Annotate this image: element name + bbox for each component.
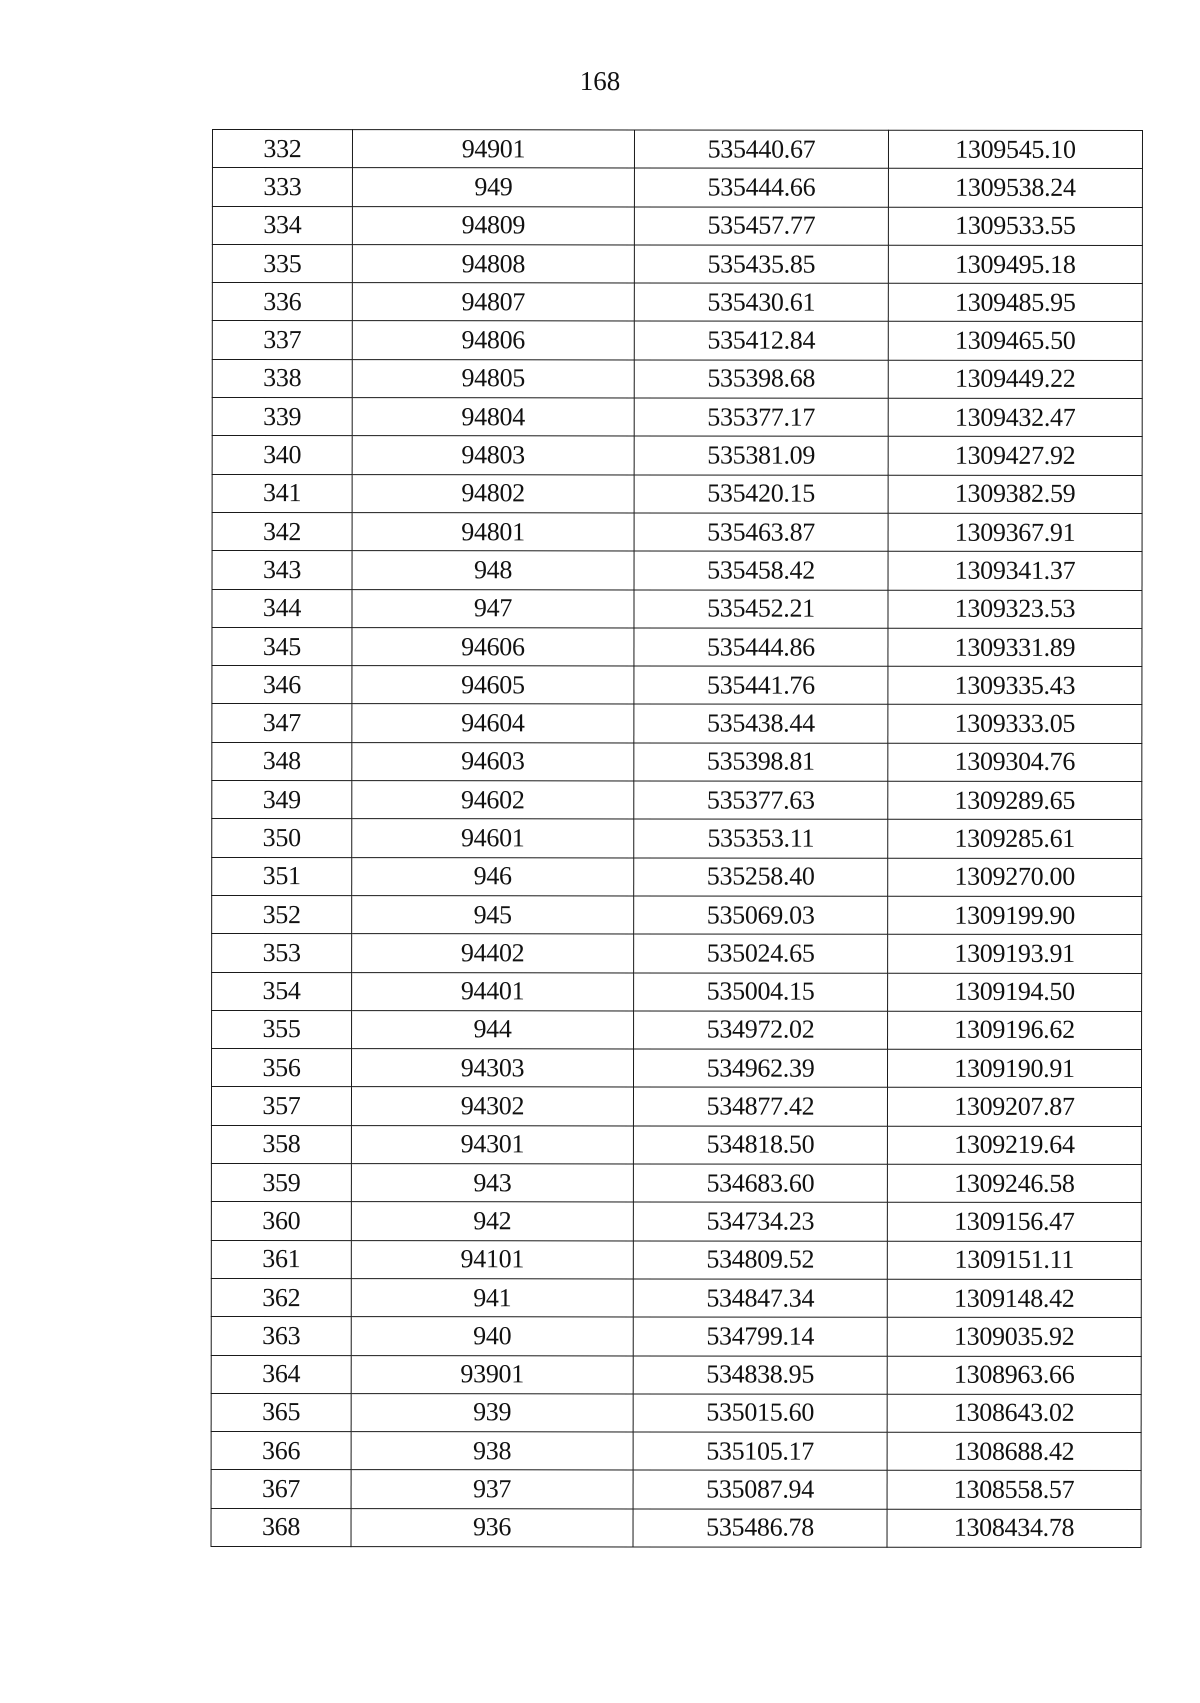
point-id-cell: 938 — [351, 1432, 633, 1471]
x-coordinate-cell: 534877.42 — [633, 1087, 887, 1126]
y-coordinate-cell: 1309449.22 — [888, 360, 1142, 399]
y-coordinate-cell: 1309495.18 — [888, 245, 1142, 284]
point-id-cell: 94302 — [351, 1087, 633, 1126]
x-coordinate-cell: 535024.65 — [634, 934, 888, 973]
y-coordinate-cell: 1308688.42 — [887, 1432, 1141, 1471]
y-coordinate-cell: 1309367.91 — [888, 513, 1142, 552]
y-coordinate-cell: 1309190.91 — [887, 1049, 1141, 1088]
table-row — [212, 321, 1142, 360]
point-id-cell: 942 — [351, 1202, 633, 1241]
row-index-cell: 358 — [211, 1125, 351, 1163]
point-id-cell: 94802 — [352, 474, 634, 513]
x-coordinate-cell: 535377.17 — [634, 398, 888, 437]
point-id-cell: 947 — [352, 589, 634, 628]
x-coordinate-cell: 535463.87 — [634, 513, 888, 552]
table-row — [212, 627, 1142, 666]
row-index-cell: 350 — [212, 819, 352, 857]
table-row — [211, 1508, 1141, 1547]
table-row — [211, 1164, 1141, 1203]
point-id-cell: 94804 — [352, 398, 634, 437]
x-coordinate-cell: 535015.60 — [633, 1394, 887, 1433]
point-id-cell: 949 — [352, 168, 634, 207]
y-coordinate-cell: 1309341.37 — [888, 551, 1142, 590]
y-coordinate-cell: 1309382.59 — [888, 475, 1142, 514]
table-row — [211, 1202, 1141, 1241]
x-coordinate-cell: 535377.63 — [634, 781, 888, 820]
table-row — [212, 474, 1142, 513]
row-index-cell: 367 — [211, 1470, 351, 1508]
point-id-cell: 940 — [351, 1317, 633, 1356]
table-row — [212, 857, 1142, 896]
x-coordinate-cell: 535087.94 — [633, 1470, 887, 1509]
y-coordinate-cell: 1309333.05 — [888, 705, 1142, 744]
table-row — [212, 972, 1142, 1011]
table-row — [212, 283, 1142, 322]
row-index-cell: 363 — [211, 1317, 351, 1355]
table-row — [212, 244, 1142, 283]
x-coordinate-cell: 535381.09 — [634, 436, 888, 475]
table-row — [211, 1470, 1141, 1509]
x-coordinate-cell: 535069.03 — [634, 896, 888, 935]
y-coordinate-cell: 1309289.65 — [888, 781, 1142, 820]
coordinates-table — [211, 129, 1143, 1548]
point-id-cell: 94806 — [352, 321, 634, 360]
table-row — [211, 1278, 1141, 1317]
y-coordinate-cell: 1309331.89 — [888, 628, 1142, 667]
y-coordinate-cell: 1309270.00 — [888, 858, 1142, 897]
y-coordinate-cell: 1309219.64 — [887, 1126, 1141, 1165]
table-row — [212, 589, 1142, 628]
y-coordinate-cell: 1309304.76 — [888, 743, 1142, 782]
x-coordinate-cell: 534847.34 — [633, 1279, 887, 1318]
point-id-cell: 94801 — [352, 513, 634, 552]
x-coordinate-cell: 535105.17 — [633, 1432, 887, 1471]
table-row — [212, 551, 1142, 590]
y-coordinate-cell: 1308963.66 — [887, 1356, 1141, 1395]
table-row — [212, 742, 1142, 781]
y-coordinate-cell: 1309193.91 — [888, 934, 1142, 973]
x-coordinate-cell: 535258.40 — [634, 858, 888, 897]
y-coordinate-cell: 1309035.92 — [887, 1317, 1141, 1356]
table-row — [212, 781, 1142, 820]
row-index-cell: 365 — [211, 1393, 351, 1431]
x-coordinate-cell: 535438.44 — [634, 704, 888, 743]
y-coordinate-cell: 1309156.47 — [887, 1203, 1141, 1242]
x-coordinate-cell: 535444.86 — [634, 628, 888, 667]
row-index-cell: 336 — [212, 283, 352, 321]
table-row — [211, 1355, 1141, 1394]
point-id-cell: 94604 — [352, 704, 634, 743]
y-coordinate-cell: 1309323.53 — [888, 590, 1142, 629]
table-row — [212, 130, 1142, 169]
y-coordinate-cell: 1309199.90 — [888, 896, 1142, 935]
y-coordinate-cell: 1308643.02 — [887, 1394, 1141, 1433]
row-index-cell: 368 — [211, 1508, 351, 1546]
row-index-cell: 366 — [211, 1432, 351, 1470]
x-coordinate-cell: 535398.68 — [634, 360, 888, 399]
table-row — [212, 819, 1142, 858]
y-coordinate-cell: 1309545.10 — [888, 130, 1142, 169]
table-row — [212, 436, 1142, 475]
row-index-cell: 352 — [212, 895, 352, 933]
point-id-cell: 94803 — [352, 436, 634, 475]
x-coordinate-cell: 535430.61 — [634, 283, 888, 322]
row-index-cell: 339 — [212, 398, 352, 436]
point-id-cell: 939 — [351, 1393, 633, 1432]
x-coordinate-cell: 535435.85 — [634, 245, 888, 284]
point-id-cell: 94301 — [351, 1125, 633, 1164]
point-id-cell: 94601 — [352, 819, 634, 858]
y-coordinate-cell: 1309194.50 — [888, 973, 1142, 1012]
row-index-cell: 353 — [212, 934, 352, 972]
row-index-cell: 344 — [212, 589, 352, 627]
row-index-cell: 362 — [211, 1278, 351, 1316]
x-coordinate-cell: 535412.84 — [634, 321, 888, 360]
y-coordinate-cell: 1309196.62 — [888, 1011, 1142, 1050]
row-index-cell: 356 — [211, 1049, 351, 1087]
y-coordinate-cell: 1309432.47 — [888, 398, 1142, 437]
table-row — [211, 1049, 1141, 1088]
page-number: 168 — [579, 66, 621, 96]
y-coordinate-cell: 1309533.55 — [888, 207, 1142, 246]
x-coordinate-cell: 534799.14 — [633, 1317, 887, 1356]
row-index-cell: 345 — [212, 627, 352, 665]
x-coordinate-cell: 535353.11 — [634, 819, 888, 858]
table-row — [212, 512, 1142, 551]
row-index-cell: 360 — [211, 1202, 351, 1240]
coordinates-table-body — [211, 130, 1142, 1548]
row-index-cell: 335 — [212, 244, 352, 282]
row-index-cell: 346 — [212, 666, 352, 704]
table-row — [212, 895, 1142, 934]
table-row — [211, 1240, 1141, 1279]
point-id-cell: 941 — [351, 1279, 633, 1318]
x-coordinate-cell: 535398.81 — [634, 743, 888, 782]
x-coordinate-cell: 534972.02 — [634, 1011, 888, 1050]
point-id-cell: 94805 — [352, 359, 634, 398]
x-coordinate-cell: 535457.77 — [634, 207, 888, 246]
point-id-cell: 94101 — [351, 1240, 633, 1279]
row-index-cell: 349 — [212, 781, 352, 819]
x-coordinate-cell: 535420.15 — [634, 475, 888, 514]
x-coordinate-cell: 535440.67 — [634, 130, 888, 169]
x-coordinate-cell: 534838.95 — [633, 1355, 887, 1394]
row-index-cell: 340 — [212, 436, 352, 474]
x-coordinate-cell: 534962.39 — [633, 1049, 887, 1088]
x-coordinate-cell: 534683.60 — [633, 1164, 887, 1203]
point-id-cell: 94602 — [352, 781, 634, 820]
point-id-cell: 937 — [351, 1470, 633, 1509]
y-coordinate-cell: 1309148.42 — [887, 1279, 1141, 1318]
row-index-cell: 359 — [211, 1164, 351, 1202]
y-coordinate-cell: 1309427.92 — [888, 437, 1142, 476]
x-coordinate-cell: 535441.76 — [634, 666, 888, 705]
point-id-cell: 94402 — [352, 934, 634, 973]
table-row — [212, 206, 1142, 245]
point-id-cell: 94401 — [352, 972, 634, 1011]
row-index-cell: 343 — [212, 551, 352, 589]
row-index-cell: 337 — [212, 321, 352, 359]
row-index-cell: 348 — [212, 742, 352, 780]
table-row — [211, 1393, 1141, 1432]
x-coordinate-cell: 534734.23 — [633, 1202, 887, 1241]
x-coordinate-cell: 535004.15 — [634, 972, 888, 1011]
table-row — [212, 398, 1142, 437]
row-index-cell: 361 — [211, 1240, 351, 1278]
row-index-cell: 333 — [212, 168, 352, 206]
row-index-cell: 334 — [212, 206, 352, 244]
point-id-cell: 94809 — [352, 206, 634, 245]
x-coordinate-cell: 534809.52 — [633, 1241, 887, 1280]
row-index-cell: 342 — [212, 512, 352, 550]
table-row — [212, 934, 1142, 973]
row-index-cell: 347 — [212, 704, 352, 742]
y-coordinate-cell: 1309465.50 — [888, 322, 1142, 361]
y-coordinate-cell: 1309538.24 — [888, 169, 1142, 208]
row-index-cell: 354 — [212, 972, 352, 1010]
point-id-cell: 93901 — [351, 1355, 633, 1394]
row-index-cell: 338 — [212, 359, 352, 397]
point-id-cell: 945 — [352, 896, 634, 935]
table-row — [212, 666, 1142, 705]
table-row — [211, 1317, 1141, 1356]
x-coordinate-cell: 535444.66 — [634, 168, 888, 207]
table-row — [212, 704, 1142, 743]
y-coordinate-cell: 1308558.57 — [887, 1471, 1141, 1510]
point-id-cell: 936 — [351, 1508, 633, 1547]
table-row — [212, 359, 1142, 398]
y-coordinate-cell: 1309335.43 — [888, 666, 1142, 705]
x-coordinate-cell: 535452.21 — [634, 590, 888, 629]
point-id-cell: 94303 — [351, 1049, 633, 1088]
x-coordinate-cell: 534818.50 — [633, 1126, 887, 1165]
y-coordinate-cell: 1309207.87 — [887, 1088, 1141, 1127]
row-index-cell: 332 — [212, 130, 352, 168]
y-coordinate-cell: 1309151.11 — [887, 1241, 1141, 1280]
table-row — [212, 1010, 1142, 1049]
table-row — [211, 1087, 1141, 1126]
row-index-cell: 364 — [211, 1355, 351, 1393]
x-coordinate-cell: 535458.42 — [634, 551, 888, 590]
table-row — [211, 1125, 1141, 1164]
point-id-cell: 944 — [352, 1010, 634, 1049]
point-id-cell: 943 — [351, 1164, 633, 1203]
y-coordinate-cell: 1309485.95 — [888, 283, 1142, 322]
row-index-cell: 357 — [211, 1087, 351, 1125]
point-id-cell: 946 — [352, 857, 634, 896]
x-coordinate-cell: 535486.78 — [633, 1509, 887, 1548]
point-id-cell: 94808 — [352, 245, 634, 284]
row-index-cell: 355 — [212, 1010, 352, 1048]
point-id-cell: 94606 — [352, 628, 634, 667]
y-coordinate-cell: 1309246.58 — [887, 1164, 1141, 1203]
row-index-cell: 351 — [212, 857, 352, 895]
y-coordinate-cell: 1308434.78 — [887, 1509, 1141, 1548]
point-id-cell: 94605 — [352, 666, 634, 705]
y-coordinate-cell: 1309285.61 — [888, 820, 1142, 859]
point-id-cell: 94901 — [352, 130, 634, 169]
table-row — [212, 168, 1142, 207]
point-id-cell: 94603 — [352, 742, 634, 781]
table-row — [211, 1432, 1141, 1471]
row-index-cell: 341 — [212, 474, 352, 512]
point-id-cell: 94807 — [352, 283, 634, 322]
point-id-cell: 948 — [352, 551, 634, 590]
